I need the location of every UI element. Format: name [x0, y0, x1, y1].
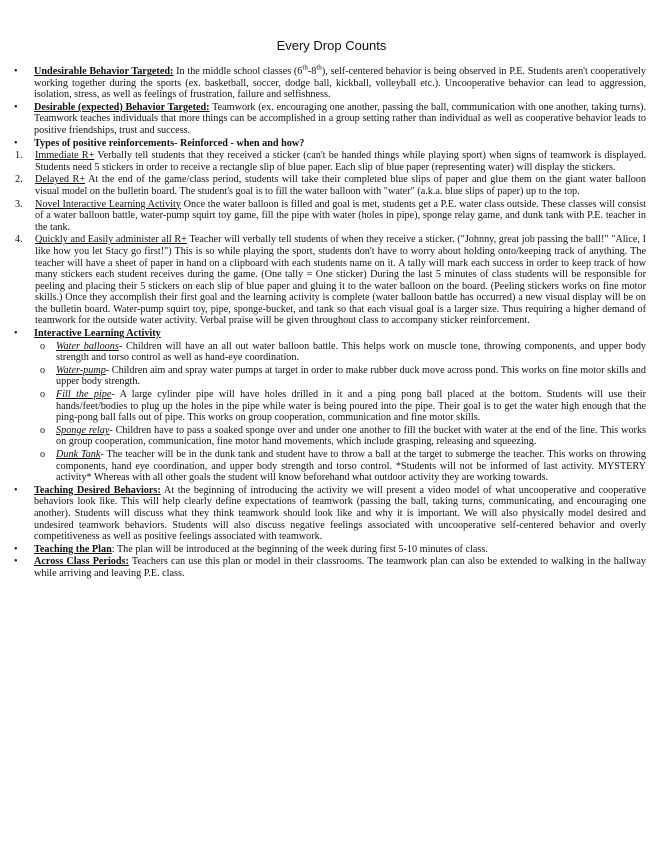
activity-text: - A large cylinder pipe will have holes drilled in it and a ping pong ball placed at the bottom. Students will use their hands/feet/bodies to plug up the holes in the pipe while water is being poured into the pipe. Their goal is to get the water high enough that the ping-pong ball falls out of pipe. This works on group cooperation, communication and fine motor skills.	[56, 389, 646, 424]
activity-item	[14, 365, 646, 388]
list-text: At the end of the game/class period, students will take their completed blue slips of paper and glue them on the giant water balloon visual model on the bulletin board. The student's goal is to fill the water balloon with "water" (a.k.a. blue slips of paper) up to the top.	[35, 174, 646, 197]
list-text: Once the water balloon is filled and goal is met, students get a P.E. water class outside. These classes will consist of a water balloon battle, water-pump squirt toy game, fill the pipe with water (holes in pipe), sponge relay game, and dunk tank with P.E. teacher in the tank.	[35, 198, 646, 233]
section-undesirable-behavior	[14, 63, 647, 101]
section-desirable-behavior	[14, 102, 646, 137]
list-number: 4.	[15, 234, 23, 246]
activity-text: - Children aim and spray water pumps at target in order to make rubber duck move across pond. This works on fine motor skills and upper body strength.	[56, 364, 646, 388]
section-label: Teaching Desired Behaviors:	[34, 484, 161, 496]
activity-text: - The teacher will be in the dunk tank and student have to throw a ball at the target to submerge the teacher. This works on throwing components, hand eye coordination, and upper body strength and torso control. *Students will not be informed of last activity. MYSTERY activity* Whereas with all other goals the student will know beforehand what outdoor activity they are working towards.	[56, 449, 646, 484]
activity-name: Water balloons	[56, 340, 119, 352]
bullet: •	[14, 484, 18, 496]
list-number: 2.	[15, 174, 23, 186]
bullet: •	[14, 328, 18, 340]
section-text: Teachers can use this plan or model in their classrooms. The teamwork plan can also be extended to walking in the hallway while arriving and leaving P.E. class.	[34, 556, 646, 579]
section-label: Teaching the Plan	[34, 543, 112, 555]
bullet: •	[14, 556, 18, 568]
superscript: th	[302, 63, 308, 72]
section-label: Desirable (expected) Behavior Targeted:	[34, 101, 210, 113]
list-item	[14, 199, 646, 234]
activity-item	[14, 425, 646, 448]
bullet: •	[14, 66, 18, 77]
list-number: 3.	[15, 198, 23, 210]
section-label: Undesirable Behavior Targeted:	[34, 66, 174, 77]
section-text: ), self-centered behavior is being observed in P.E. Students aren't cooperatively working together during the sports (ex. basketball, soccer, dodge ball, kickball, volleyball etc.). Uncooperative behavior can lead to aggression, isolation, stress, as well as feelings of frustration, failure and selfishness.	[34, 66, 647, 101]
section-label: Across Class Periods:	[34, 556, 129, 568]
document-body	[14, 63, 647, 581]
list-lead: Novel Interactive Learning Activity	[35, 198, 181, 210]
sub-bullet: o	[40, 389, 46, 401]
section-text: Teamwork (ex. encouraging one another, passing the ball, communication with one another, taking turns). Teamwork teaches individuals that more things can be accomplished in a group setting rather than individual as well as cooperative behavior leads to positive friendships, trust and success.	[34, 101, 646, 136]
sub-bullet: o	[40, 424, 46, 436]
list-number: 1.	[15, 150, 23, 162]
activity-name: Fill the pipe	[56, 389, 112, 401]
activity-item	[14, 341, 646, 364]
activity-text: - Children will have an all out water balloon battle. This helps work on muscle tone, throwing components, and upper body strength and torso control as well as hand-eye coordination.	[56, 340, 647, 364]
activity-item	[14, 389, 646, 424]
section-teaching-plan	[14, 544, 646, 556]
section-label: Types of positive reinforcements- Reinforced - when and how?	[34, 137, 305, 149]
section-teaching-behaviors	[14, 485, 646, 543]
superscript: th	[316, 63, 322, 72]
section-text: At the beginning of introducing the activity we will present a video model of what uncooperative and cooperative behaviors look like. This will help clearly define expectations of teamwork (passing the ball, taking turns, communicating, and encouraging one another). Students will discuss what they think teamwork should look like and why it is important. We will also physically model desired and undesired teamwork behaviors. Students will also discuss negative feelings associated with uncooperative self-centered behavior and overly competitiveness as well as positive feelings associated with teamwork.	[34, 484, 646, 543]
bullet: •	[14, 543, 18, 555]
section-text: : The plan will be introduced at the beginning of the week during first 5-10 minutes of class.	[111, 543, 488, 555]
section-text-mid: -8	[307, 66, 317, 77]
list-item	[14, 150, 646, 173]
list-text: Teacher will verbally tell students of when they receive a sticker. ("Johnny, great job passing the ball!" "Alice, I like how you let Stacy go first!") This is so while playing the sport, students don't have to worry about holding onto/keeping track of anything. The teacher will have a sheet of paper in hand on a clipboard with each students name on it. A tally will mark each success in order to keep track of how many stickers each student receives during the game. (One tally = One sticker) During the last 5 minutes of class students will be responsible for peeling and placing their 5 stickers on each slip of blue paper and gluing it to the water balloon on the board. (Peeling stickers works on fine motor skills.) Once they accomplish their first goal and the learning activity is complete (water balloon battle has occurred) a new visual display will be on the bulletin board. Water-pump squirt toy, pipe, sponge-bucket, and tank so that each visual goal is a larger size. Thus requiring a higher demand of teamwork for the outside water activity. Verbal praise will be given throughout class to accompany sticker reinforcement.	[35, 234, 646, 327]
section-interactive-activity	[14, 328, 646, 340]
sub-bullet: o	[40, 340, 46, 352]
activity-text: - Children have to pass a soaked sponge over and under one another to fill the bucket with water at the end of the line. This works on group cooperation, communication, fine motor hand movements, which include grasping, releasing and squeezing.	[56, 424, 647, 448]
bullet: •	[14, 101, 18, 113]
list-text: Verbally tell students that they received a sticker (can't be handed things while playing sport) when signs of teamwork is displayed. Students need 5 stickers in order to receive a rectangle slip of blue paper. Each slip of blue paper (representing water) will display the stickers.	[35, 150, 647, 173]
section-text-pre: In the middle school classes (6	[173, 66, 303, 77]
list-lead: Quickly and Easily administer all R+	[35, 234, 187, 246]
sub-bullet: o	[40, 364, 46, 376]
section-reinforcement-types	[14, 138, 646, 150]
activity-name: Water-pump	[56, 364, 106, 376]
activity-item	[14, 449, 646, 484]
document-title: Every Drop Counts	[276, 38, 387, 53]
section-label: Interactive Learning Activity	[34, 328, 161, 340]
sub-bullet: o	[40, 449, 46, 460]
section-across-class-periods	[14, 556, 646, 579]
list-lead: Delayed R+	[35, 174, 86, 186]
list-item	[14, 234, 646, 327]
list-item	[14, 174, 646, 197]
list-lead: Immediate R+	[35, 150, 95, 162]
bullet: •	[14, 137, 18, 149]
activity-name: Dunk Tank	[56, 449, 101, 460]
activity-name: Sponge relay	[56, 424, 110, 436]
